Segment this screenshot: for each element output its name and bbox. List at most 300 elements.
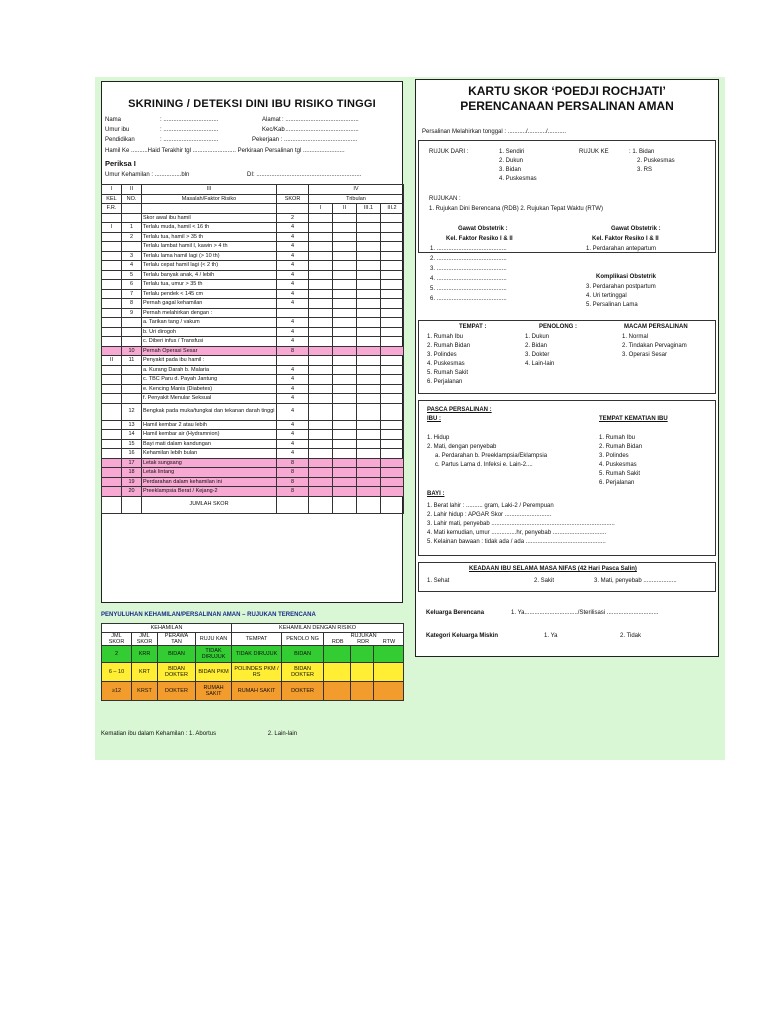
risk-no-cell: 11 (122, 356, 142, 366)
rujuk-ke-3: 3. RS (637, 167, 653, 173)
rujuk-dari-3: 3. Bidan (499, 167, 522, 173)
trimester-input-cell[interactable] (309, 280, 333, 290)
risk-skor-cell: 4 (277, 439, 309, 449)
ibu-1: 1. Hidup (427, 435, 450, 441)
risk-kel-cell (102, 327, 122, 337)
trimester-input-cell[interactable] (357, 251, 381, 261)
gawat1-line-1[interactable]: 1. .......................................... (430, 246, 507, 252)
risk-no-cell: 9 (122, 308, 142, 318)
trimester-input-cell[interactable] (333, 439, 357, 449)
di-field[interactable]: DI: ............................................................... (247, 172, 362, 178)
trimester-input-cell[interactable] (357, 365, 381, 375)
kel-cell: KRR (132, 646, 158, 663)
macam-3: 3. Operasi Sesar (622, 352, 668, 358)
risk-row (102, 420, 404, 430)
tempat-5: 5. Rumah Sakit (427, 370, 469, 376)
trimester-input-cell[interactable] (333, 403, 357, 420)
trimester-input-cell[interactable] (333, 384, 357, 394)
kec-label: Kec/Kab (262, 127, 285, 133)
trimester-input-cell[interactable] (357, 289, 381, 299)
risk-factor-cell: c. Diberi infus / Transfusi (142, 337, 277, 347)
hamil-ke-line[interactable]: Hamil Ke ..........Haid Terakhir tgl .......................... Perkiraan Persalinan tgl ......................... (105, 148, 345, 154)
trimester-input-cell[interactable] (333, 375, 357, 385)
trimester-input-cell[interactable] (381, 384, 404, 394)
trimester-input-cell[interactable] (357, 477, 381, 487)
trimester-input-cell[interactable] (381, 403, 404, 420)
risk-factor-cell: e. Kencing Manis (Diabetes) (142, 384, 277, 394)
risk-skor-cell: 4 (277, 251, 309, 261)
trimester-input-cell[interactable] (309, 232, 333, 242)
trimester-input-cell[interactable] (309, 449, 333, 459)
jml-cell: 2 (102, 646, 132, 663)
rujuk-dari-label: RUJUK DARI : (429, 149, 469, 155)
header-t3-2: III.2 (381, 204, 404, 214)
trimester-input-cell[interactable] (333, 289, 357, 299)
risk-row (102, 261, 404, 271)
header-no: NO. (122, 194, 142, 204)
bayi-4[interactable]: 4. Mati kemudian, umur ...............hr, penyebab ................................ (427, 530, 607, 536)
risk-kel-cell (102, 289, 122, 299)
rujuk-dari-1: 1. Sendiri (499, 149, 525, 155)
trimester-input-cell[interactable] (357, 223, 381, 233)
risk-skor-cell: 4 (277, 223, 309, 233)
trimester-input-cell[interactable] (309, 299, 333, 309)
risk-skor-cell: 4 (277, 420, 309, 430)
risk-kel-cell (102, 449, 122, 459)
trimester-input-cell[interactable] (309, 403, 333, 420)
tk-1: 1. Rumah Ibu (599, 435, 636, 441)
risk-skor-cell: 8 (277, 468, 309, 478)
risk-no-cell (122, 337, 142, 347)
alamat-label: Alamat (262, 117, 281, 123)
risk-kel-cell (102, 477, 122, 487)
trimester-input-cell[interactable] (357, 242, 381, 252)
kel-cell: KRT (132, 663, 158, 682)
alamat-field[interactable]: : ............................................ (282, 117, 359, 123)
komplikasi-3: 5. Persalinan Lama (586, 302, 638, 308)
gawat1-sub: Kel. Faktor Resiko I & II (446, 236, 513, 242)
trimester-input-cell[interactable] (381, 337, 404, 347)
tk-3: 3. Polindes (599, 453, 629, 459)
risk-factor-cell: Terlalu muda, hamil < 16 th (142, 223, 277, 233)
tempat-cell: RUMAH SAKIT (232, 682, 282, 701)
risk-skor-cell: 4 (277, 394, 309, 404)
gawat1-line-3[interactable]: 3. .......................................... (430, 266, 507, 272)
trimester-input-cell[interactable] (333, 327, 357, 337)
penyuluhan-title: PENYULUHAN KEHAMILAN/PERSALINAN AMAN – RUJUKAN TERENCANA (101, 612, 316, 618)
risk-no-cell: 20 (122, 487, 142, 497)
risk-factor-cell: Pernah Operasi Sesar (142, 346, 277, 356)
gawat2-title: Gawat Obstetrik : (611, 226, 661, 232)
trimester-input-cell[interactable] (309, 213, 333, 223)
risk-row (102, 384, 404, 394)
trimester-input-cell[interactable] (357, 420, 381, 430)
risk-factor-cell: b. Uri dirogoh (142, 327, 277, 337)
trimester-input-cell[interactable] (309, 420, 333, 430)
trimester-input-cell[interactable] (333, 318, 357, 328)
risk-skor-cell: 4 (277, 449, 309, 459)
trimester-input-cell[interactable] (357, 337, 381, 347)
rujukan-label: RUJUKAN : (429, 196, 461, 202)
trimester-input-cell[interactable] (357, 346, 381, 356)
header-skor: SKOR (277, 194, 309, 204)
trimester-input-cell[interactable] (357, 261, 381, 271)
risk-no-cell: 8 (122, 299, 142, 309)
header-triwulan: Tribulan (309, 194, 404, 204)
trimester-input-cell[interactable] (381, 251, 404, 261)
umur-label: Umur ibu (105, 127, 130, 133)
risk-skor-cell: 8 (277, 346, 309, 356)
trimester-input-cell[interactable] (333, 308, 357, 318)
risk-skor-cell: 4 (277, 403, 309, 420)
risk-no-cell: 5 (122, 270, 142, 280)
trimester-input-cell[interactable] (357, 308, 381, 318)
trimester-input-cell[interactable] (333, 223, 357, 233)
trimester-input-cell[interactable] (309, 477, 333, 487)
trimester-input-cell[interactable] (309, 327, 333, 337)
risk-factor-cell: Bayi mati dalam kandungan (142, 439, 277, 449)
rujukan-options: 1. Rujukan Dini Berencana (RDB) 2. Rujukan Tepat Waktu (RTW) (429, 206, 603, 212)
risk-row (102, 468, 404, 478)
trimester-input-cell[interactable] (309, 308, 333, 318)
risk-kel-cell (102, 420, 122, 430)
trimester-input-cell[interactable] (333, 365, 357, 375)
trimester-input-cell[interactable] (309, 365, 333, 375)
risk-row (102, 375, 404, 385)
trimester-input-cell[interactable] (309, 242, 333, 252)
risk-no-cell (122, 384, 142, 394)
gawat1-line-4[interactable]: 4. .......................................... (430, 276, 507, 282)
trimester-input-cell[interactable] (309, 318, 333, 328)
trimester-input-cell[interactable] (333, 420, 357, 430)
risk-kel-cell (102, 346, 122, 356)
trimester-input-cell[interactable] (357, 487, 381, 497)
macam-title: MACAM PERSALINAN (624, 324, 688, 330)
risk-no-cell: 14 (122, 430, 142, 440)
trimester-input-cell[interactable] (309, 356, 333, 366)
trimester-input-cell[interactable] (381, 458, 404, 468)
trimester-input-cell[interactable] (381, 430, 404, 440)
trimester-input-cell[interactable] (309, 289, 333, 299)
risk-no-cell (122, 242, 142, 252)
trimester-input-cell[interactable] (381, 346, 404, 356)
miskin-tidak[interactable]: 2. Tidak (620, 633, 642, 639)
risk-factor-cell: Terlalu pendek < 145 cm (142, 289, 277, 299)
tk-5: 5. Rumah Sakit (599, 471, 641, 477)
trimester-input-cell[interactable] (309, 430, 333, 440)
tempat-cell: TIDAK DIRUJUK (232, 646, 282, 663)
trimester-input-cell[interactable] (381, 223, 404, 233)
risk-no-cell: 3 (122, 251, 142, 261)
trimester-input-cell[interactable] (381, 270, 404, 280)
trimester-input-cell[interactable] (309, 468, 333, 478)
risk-row (102, 270, 404, 280)
rujuk-ke-1: : 1. Bidan (629, 149, 655, 155)
rujuk-dari-4: 4. Puskesmas (499, 176, 537, 182)
trimester-input-cell[interactable] (357, 375, 381, 385)
trimester-input-cell[interactable] (381, 261, 404, 271)
risk-factor-cell: Pernah melahirkan dengan : (142, 308, 277, 318)
risk-kel-cell (102, 308, 122, 318)
trimester-input-cell[interactable] (357, 403, 381, 420)
pekerjaan-label: Pekerjaan : (252, 137, 283, 143)
trimester-input-cell[interactable] (357, 430, 381, 440)
trimester-input-cell[interactable] (381, 232, 404, 242)
pendidikan-field[interactable]: : ................................. (160, 137, 219, 143)
trimester-input-cell[interactable] (333, 356, 357, 366)
trimester-input-cell[interactable] (309, 346, 333, 356)
risk-skor-cell: 4 (277, 327, 309, 337)
trimester-input-cell[interactable] (381, 318, 404, 328)
trimester-input-cell[interactable] (333, 487, 357, 497)
risk-row (102, 346, 404, 356)
trimester-input-cell[interactable] (357, 213, 381, 223)
gawat2-item: 1. Perdarahan antepartum (586, 246, 657, 252)
trimester-input-cell[interactable] (309, 375, 333, 385)
risk-skor-cell (277, 356, 309, 366)
risk-no-cell: 12 (122, 403, 142, 420)
trimester-input-cell[interactable] (381, 477, 404, 487)
kec-field[interactable]: : ............................................ (282, 127, 359, 133)
gawat1-line-6[interactable]: 6. .......................................... (430, 296, 507, 302)
risk-row (102, 449, 404, 459)
risk-factor-cell: Skor awal ibu hamil (142, 213, 277, 223)
trimester-input-cell[interactable] (381, 280, 404, 290)
risk-factor-cell: Preeklampsia Berat / Kejang-2 (142, 487, 277, 497)
trimester-input-cell[interactable] (333, 280, 357, 290)
risk-factor-cell: Bengkak pada muka/tungkai dan tekanan darah tinggi (142, 403, 277, 420)
header-roman-iii: III (142, 185, 277, 195)
risk-no-cell: 7 (122, 289, 142, 299)
screening-title: SKRINING / DETEKSI DINI IBU RISIKO TINGGI (128, 98, 376, 110)
trimester-input-cell[interactable] (333, 458, 357, 468)
risk-row (102, 327, 404, 337)
risk-factor-cell: Terlalu lambat hamil I, kawin > 4 th (142, 242, 277, 252)
risk-factor-cell: Letak sungsang (142, 458, 277, 468)
trimester-input-cell[interactable] (333, 299, 357, 309)
risk-row (102, 439, 404, 449)
trimester-input-cell[interactable] (333, 270, 357, 280)
ibu-4: c. Partus Lama d. Infeksi e. Lain-2.... (435, 462, 533, 468)
risk-kel-cell (102, 403, 122, 420)
trimester-input-cell[interactable] (357, 280, 381, 290)
header-masalah: Masalah/Faktor Risiko (142, 194, 277, 204)
risk-row (102, 251, 404, 261)
trimester-input-cell[interactable] (309, 261, 333, 271)
risk-skor-cell (277, 308, 309, 318)
trimester-input-cell[interactable] (381, 242, 404, 252)
risk-skor-cell: 4 (277, 384, 309, 394)
kematian-line (101, 731, 297, 737)
umur-field[interactable]: : ................................. (160, 127, 219, 133)
trimester-input-cell[interactable] (333, 346, 357, 356)
gawat1-line-5[interactable]: 5. .......................................... (430, 286, 507, 292)
rujukan-group-label: RUJUKAN (350, 633, 377, 639)
risk-no-cell: 19 (122, 477, 142, 487)
trimester-input-cell[interactable] (381, 375, 404, 385)
trimester-input-cell[interactable] (333, 337, 357, 347)
header-roman-i: I (102, 185, 122, 195)
trimester-input-cell[interactable] (357, 449, 381, 459)
trimester-input-cell[interactable] (381, 327, 404, 337)
tempat-cell: POLINDES PKM / RS (232, 663, 282, 682)
trimester-input-cell[interactable] (309, 337, 333, 347)
risk-kel-cell (102, 394, 122, 404)
risk-rows (102, 213, 404, 496)
risk-skor-cell: 4 (277, 232, 309, 242)
persalinan-tanggal-field[interactable]: Persalinan Melahirkan tonggal : .........../.........../........... (422, 129, 567, 135)
risk-kel-cell (102, 251, 122, 261)
nama-label: Nama (105, 117, 122, 123)
trimester-input-cell[interactable] (381, 420, 404, 430)
tempat-3: 3. Polindes (427, 352, 457, 358)
trimester-input-cell[interactable] (333, 449, 357, 459)
risk-no-cell (122, 394, 142, 404)
risk-row (102, 289, 404, 299)
ibu-label: IBU : (427, 416, 441, 422)
miskin-ya[interactable]: 1. Ya (544, 633, 558, 639)
risk-kel-cell (102, 232, 122, 242)
nifas-title: KEADAAN IBU SELAMA MASA NIFAS (42 Hari Pasca Salin) (469, 566, 637, 572)
trimester-input-cell[interactable] (309, 251, 333, 261)
trimester-input-cell[interactable] (357, 458, 381, 468)
risk-kel-cell (102, 270, 122, 280)
trimester-input-cell[interactable] (333, 213, 357, 223)
risk-kel-cell (102, 439, 122, 449)
trimester-input-cell[interactable] (333, 468, 357, 478)
tempat-kematian-title: TEMPAT KEMATIAN IBU (599, 416, 668, 422)
trimester-input-cell[interactable] (357, 439, 381, 449)
pendidikan-label: Pendidikan (105, 137, 135, 143)
trimester-input-cell[interactable] (333, 394, 357, 404)
header-kel: KEL (102, 194, 122, 204)
risk-factor-cell: Pernah gagal kehamilan (142, 299, 277, 309)
jumlah-skor-label: JUMLAH SKOR (142, 496, 277, 513)
trimester-input-cell[interactable] (381, 449, 404, 459)
risk-kel-cell: I (102, 223, 122, 233)
trimester-input-cell[interactable] (309, 487, 333, 497)
gawat1-line-2[interactable]: 2. .......................................... (430, 256, 507, 262)
penolong-4: 4. Lain-lain (525, 361, 555, 367)
pasca-title: PASCA PERSALINAN : (427, 407, 492, 413)
risk-row (102, 242, 404, 252)
rujukan-group-header (324, 633, 404, 646)
risk-kel-cell (102, 365, 122, 375)
risk-no-cell: 1 (122, 223, 142, 233)
bayi-1[interactable]: 1. Berat lahir : .......... gram, Laki-2 / Perempuan (427, 503, 554, 509)
jumlah-skor-cell[interactable] (277, 496, 309, 513)
risk-kel-cell (102, 261, 122, 271)
kartu-subtitle: PERENCANAAN PERSALINAN AMAN (460, 99, 674, 113)
risk-no-cell: 2 (122, 232, 142, 242)
bayi-title: BAYI : (427, 491, 445, 497)
nifas-3[interactable]: 3. Mati, penyebab .................... (594, 578, 677, 584)
bayi-2[interactable]: 2. Lahir hidup : APGAR Skor ............................ (427, 512, 552, 518)
risk-kel-cell (102, 375, 122, 385)
risk-factor-cell: Letak lintang (142, 468, 277, 478)
header-roman-ii: II (122, 185, 142, 195)
penolong-3: 3. Dokter (525, 352, 550, 358)
trimester-input-cell[interactable] (333, 261, 357, 271)
risk-row (102, 232, 404, 242)
umur-kehamilan-field[interactable]: Umur Kehamilan : ................bln (105, 172, 190, 178)
trimester-input-cell[interactable] (381, 289, 404, 299)
trimester-input-cell[interactable] (357, 327, 381, 337)
risk-row (102, 403, 404, 420)
trimester-input-cell[interactable] (381, 299, 404, 309)
trimester-input-cell[interactable] (333, 232, 357, 242)
trimester-input-cell[interactable] (381, 439, 404, 449)
trimester-input-cell[interactable] (357, 394, 381, 404)
trimester-input-cell[interactable] (357, 232, 381, 242)
trimester-input-cell[interactable] (309, 394, 333, 404)
trimester-input-cell[interactable] (309, 223, 333, 233)
trimester-input-cell[interactable] (333, 242, 357, 252)
risk-factor-cell: Terlalu tua, umur > 35 th (142, 280, 277, 290)
trimester-input-cell[interactable] (381, 356, 404, 366)
nama-field[interactable]: : ................................. (160, 117, 219, 123)
trimester-input-cell[interactable] (333, 430, 357, 440)
gawat1-title: Gawat Obstetrik : (458, 226, 508, 232)
trimester-input-cell[interactable] (381, 394, 404, 404)
kehamilan-risiko-header: KEHAMILAN DENGAN RISIKO (232, 624, 404, 633)
risk-factor-cell: c. TBC Paru d. Payah Jantung (142, 375, 277, 385)
trimester-input-cell[interactable] (333, 251, 357, 261)
trimester-input-cell[interactable] (357, 356, 381, 366)
trimester-input-cell[interactable] (381, 487, 404, 497)
risk-skor-cell: 8 (277, 487, 309, 497)
trimester-input-cell[interactable] (309, 384, 333, 394)
kehamilan-header: KEHAMILAN (102, 624, 232, 633)
trimester-input-cell[interactable] (357, 318, 381, 328)
trimester-input-cell[interactable] (333, 477, 357, 487)
trimester-input-cell[interactable] (381, 365, 404, 375)
risk-no-cell: 4 (122, 261, 142, 271)
trimester-input-cell[interactable] (357, 384, 381, 394)
bayi-3[interactable]: 3. Lahir mati, penyebab .......................................................................... (427, 521, 615, 527)
pekerjaan-field[interactable]: ............................................ (284, 137, 358, 143)
trimester-input-cell[interactable] (309, 458, 333, 468)
trimester-input-cell[interactable] (357, 468, 381, 478)
risk-kel-cell (102, 242, 122, 252)
perawatan-cell: DOKTER (158, 682, 196, 701)
risk-no-cell (122, 327, 142, 337)
trimester-input-cell[interactable] (357, 299, 381, 309)
trimester-input-cell[interactable] (381, 213, 404, 223)
risk-row (102, 356, 404, 366)
trimester-input-cell[interactable] (309, 270, 333, 280)
kb-field[interactable]: 1. Ya................................/Sterilisasi ............................... (511, 610, 659, 616)
risk-skor-cell: 4 (277, 289, 309, 299)
trimester-input-cell[interactable] (381, 468, 404, 478)
kel-skor-header: JML SKOR (132, 633, 158, 646)
risk-row (102, 213, 404, 223)
risk-row (102, 299, 404, 309)
header-fr: F.R. (102, 204, 122, 214)
risk-kel-cell (102, 430, 122, 440)
trimester-input-cell[interactable] (381, 308, 404, 318)
risk-factor-cell: Perdarahan dalam kehamilan ini (142, 477, 277, 487)
risk-kel-cell: II (102, 356, 122, 366)
trimester-input-cell[interactable] (357, 270, 381, 280)
risk-no-cell: 10 (122, 346, 142, 356)
risk-factor-cell: f. Penyakit Menular Seksual (142, 394, 277, 404)
bayi-5[interactable]: 5. Kelainan bawaan : tidak ada / ada ................................................ (427, 539, 606, 545)
header-t3-1: III.1 (357, 204, 381, 214)
rdb-label: RDB (331, 639, 344, 645)
macam-1: 1. Normal (622, 334, 649, 340)
trimester-input-cell[interactable] (309, 439, 333, 449)
